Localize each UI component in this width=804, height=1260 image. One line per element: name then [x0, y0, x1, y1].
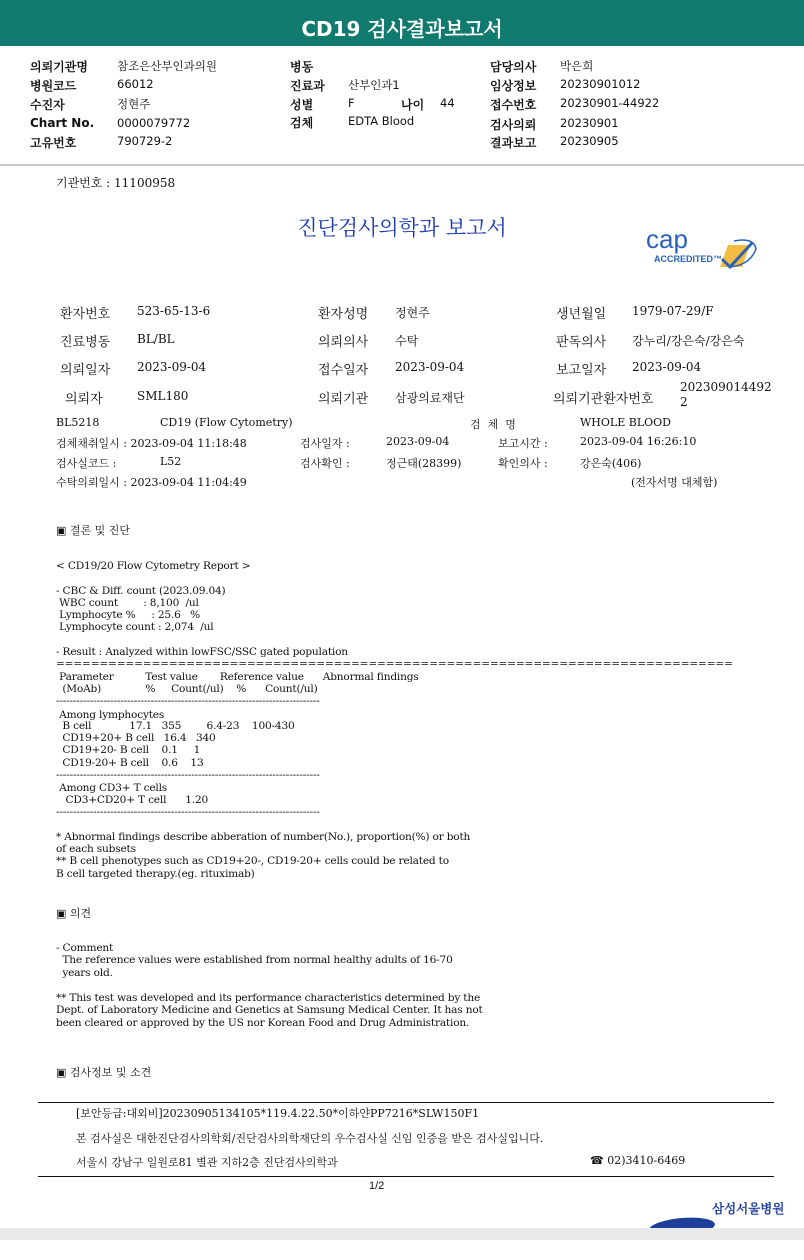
cap-logo-text: cap	[646, 224, 688, 254]
header-value: 20230901-44922	[560, 96, 660, 110]
samsung-logo-text: SAMSUNG	[647, 1201, 699, 1212]
referral-patient-number-line2: 2	[680, 395, 688, 409]
report-line: (MoAb) % Count(/ul) % Count(/ul)	[56, 683, 318, 695]
test-info-text: 정근태(28399)	[386, 457, 462, 470]
header-value: 44	[440, 96, 455, 110]
header-label: 고유번호	[30, 136, 77, 150]
report-line: B cell 17.1 355 6.4-23 100-430	[56, 720, 295, 732]
samsung-logo	[638, 1198, 706, 1218]
test-info-text: 수탁의뢰일시 : 2023-09-04 11:04:49	[56, 476, 247, 489]
report-line: - Result : Analyzed within lowFSC/SSC gated population	[56, 646, 348, 658]
header-label: 검체	[290, 116, 314, 130]
section-heading: ▣ 검사정보 및 소견	[56, 1066, 152, 1079]
info-value: BL/BL	[137, 332, 175, 346]
report-line: CD19+20+ B cell 16.4 340	[56, 732, 216, 744]
test-info-text: 검 체 명	[470, 418, 516, 431]
info-label: 의뢰일자	[60, 363, 111, 378]
footer-top-rule	[38, 1102, 774, 1103]
header-value: 20230905	[560, 134, 619, 148]
info-label: 의뢰기관환자번호	[553, 392, 654, 407]
section-heading: ▣ 결론 및 진단	[56, 524, 131, 537]
report-line: ------------------------------------------------------------------------------	[56, 695, 320, 707]
lab-address: 서울시 강남구 일원로81 별관 지하2층 진단검사의학과	[76, 1156, 338, 1169]
test-info-text: 확인의사 :	[498, 457, 548, 470]
security-line: [보안등급:대외비]20230905134105*119.4.22.50*이하얀PP7216*SLW150F1	[76, 1107, 480, 1120]
report-line: < CD19/20 Flow Cytometry Report >	[56, 560, 251, 572]
header-value: 20230901012	[560, 77, 641, 91]
test-info-text: 검사실코드 :	[56, 457, 117, 470]
report-line: ** B cell phenotypes such as CD19+20-, CD19-20+ cells could be related to	[56, 855, 449, 867]
info-label: 의뢰의사	[318, 335, 369, 350]
report-line: CD19+20- B cell 0.1 1	[56, 744, 201, 756]
test-info-text: (전자서명 대체함)	[631, 476, 718, 489]
section-heading: ▣ 의견	[56, 907, 92, 920]
info-value: 2023-09-04	[395, 360, 465, 374]
report-line: ------------------------------------------------------------------------------	[56, 769, 320, 781]
info-value: SML180	[137, 389, 189, 403]
report-line: years old.	[56, 967, 113, 979]
certification-notice: 본 검사실은 대한진단검사의학회/진단검사의학재단의 우수검사실 신임 인증을 받은 검사실입니다.	[76, 1132, 544, 1145]
header-value: 0000079772	[117, 116, 191, 130]
test-info-text: CD19 (Flow Cytometry)	[160, 416, 293, 429]
header-value: 790729-2	[117, 134, 173, 148]
info-label: 생년월일	[556, 307, 607, 322]
report-line: WBC count : 8,100 /ul	[56, 597, 199, 609]
header-label: 나이	[401, 98, 425, 112]
info-value: 1979-07-29/F	[632, 304, 714, 318]
header-label: 결과보고	[490, 136, 537, 150]
page-bottom-bar	[0, 1228, 804, 1240]
report-line: CD19-20+ B cell 0.6 13	[56, 757, 204, 769]
report-line: Among CD3+ T cells	[56, 782, 168, 794]
info-label: 접수일자	[318, 363, 369, 378]
report-line: of each subsets	[56, 843, 136, 855]
referral-patient-number-line1: 202309014492	[680, 380, 772, 394]
info-value: 삼광의료재단	[395, 391, 465, 405]
header-label: 검사의뢰	[490, 118, 537, 132]
department-report-title: 진단검사의학과 보고서	[297, 216, 507, 240]
report-line: been cleared or approved by the US nor Korean Food and Drug Administration.	[56, 1017, 470, 1029]
report-line: Lymphocyte % : 25.6 %	[56, 609, 201, 621]
report-line: CD3+CD20+ T cell 1.20	[56, 794, 209, 806]
test-info-text: 2023-09-04	[386, 435, 450, 448]
test-info-text: 검사일자 :	[300, 437, 350, 450]
report-line: - CBC & Diff. count (2023.09.04)	[56, 585, 226, 597]
test-info-text: 검사확인 :	[300, 457, 350, 470]
report-line: * Abnormal findings describe abberation of number(No.), proportion(%) or both	[56, 831, 471, 843]
institution-number: 기관번호 : 11100958	[56, 176, 176, 190]
info-label: 의뢰기관	[318, 392, 369, 407]
test-info-text: WHOLE BLOOD	[580, 416, 671, 429]
page-number: 1/2	[369, 1180, 385, 1192]
info-label: 환자번호	[60, 307, 111, 322]
test-info-text: 보고시간 :	[498, 437, 548, 450]
info-label: 진료병동	[60, 335, 111, 350]
report-line: ------------------------------------------------------------------------------	[56, 806, 320, 818]
header-label: 의뢰기관명	[30, 60, 88, 74]
test-info-text: 2023-09-04 16:26:10	[580, 435, 697, 448]
lab-phone: ☎ 02)3410-6469	[590, 1154, 686, 1167]
report-line: - Comment	[56, 942, 114, 954]
report-line: ==============================================================================	[56, 658, 733, 670]
header-label: 임상정보	[490, 79, 537, 93]
info-label: 의뢰자	[65, 392, 103, 407]
header-value: F	[348, 96, 355, 110]
report-title-bar	[0, 0, 804, 46]
report-line: ** This test was developed and its performance characteristics determined by the	[56, 992, 481, 1004]
cap-accredited-logo	[640, 218, 750, 268]
info-value: 2023-09-04	[632, 360, 702, 374]
report-line: Lymphocyte count : 2,074 /ul	[56, 621, 214, 633]
info-value: 2023-09-04	[137, 360, 207, 374]
hospital-name: 삼성서울병원	[712, 1201, 785, 1216]
header-label: 접수번호	[490, 98, 537, 112]
info-value: 정현주	[395, 306, 430, 320]
cap-accredited-text: ACCREDITED™	[654, 254, 723, 264]
test-info-text: 강은숙(406)	[580, 457, 642, 470]
info-value: 수탁	[395, 334, 419, 348]
report-line: Parameter Test value Reference value Abnormal findings	[56, 671, 419, 683]
info-value: 강누리/강은숙/강은숙	[632, 334, 745, 348]
info-value: 523-65-13-6	[137, 304, 211, 318]
header-value: EDTA Blood	[348, 114, 415, 128]
report-line: The reference values were established from normal healthy adults of 16-70	[56, 954, 453, 966]
footer-bottom-rule	[38, 1176, 774, 1177]
header-label: 병원코드	[30, 79, 77, 93]
info-label: 판독의사	[556, 335, 607, 350]
header-value: 66012	[117, 77, 154, 91]
header-value: 참조은산부인과의원	[117, 59, 217, 73]
header-value: 정현주	[117, 97, 151, 111]
header-value: 산부인과1	[348, 78, 400, 92]
report-line: B cell targeted therapy.(eg. rituximab)	[56, 868, 255, 880]
report-title-text: CD19 검사결과보고서	[301, 17, 503, 41]
header-label: Chart No.	[30, 116, 95, 130]
header-value: 20230901	[560, 116, 619, 130]
report-line: Dept. of Laboratory Medicine and Genetics at Samsung Medical Center. It has not	[56, 1004, 483, 1016]
info-label: 환자성명	[318, 307, 369, 322]
header-label: 성별	[290, 98, 314, 112]
header-label: 담당의사	[490, 60, 537, 74]
header-label: 병동	[290, 60, 314, 74]
report-line: Among lymphocytes	[56, 709, 165, 721]
info-label: 보고일자	[556, 363, 607, 378]
header-label: 진료과	[290, 79, 325, 93]
test-info-text: 검체채취일시 : 2023-09-04 11:18:48	[56, 437, 247, 450]
test-info-text: BL5218	[56, 416, 100, 429]
test-info-text: L52	[160, 455, 182, 468]
header-label: 수진자	[30, 98, 65, 112]
header-value: 박은희	[560, 59, 594, 73]
